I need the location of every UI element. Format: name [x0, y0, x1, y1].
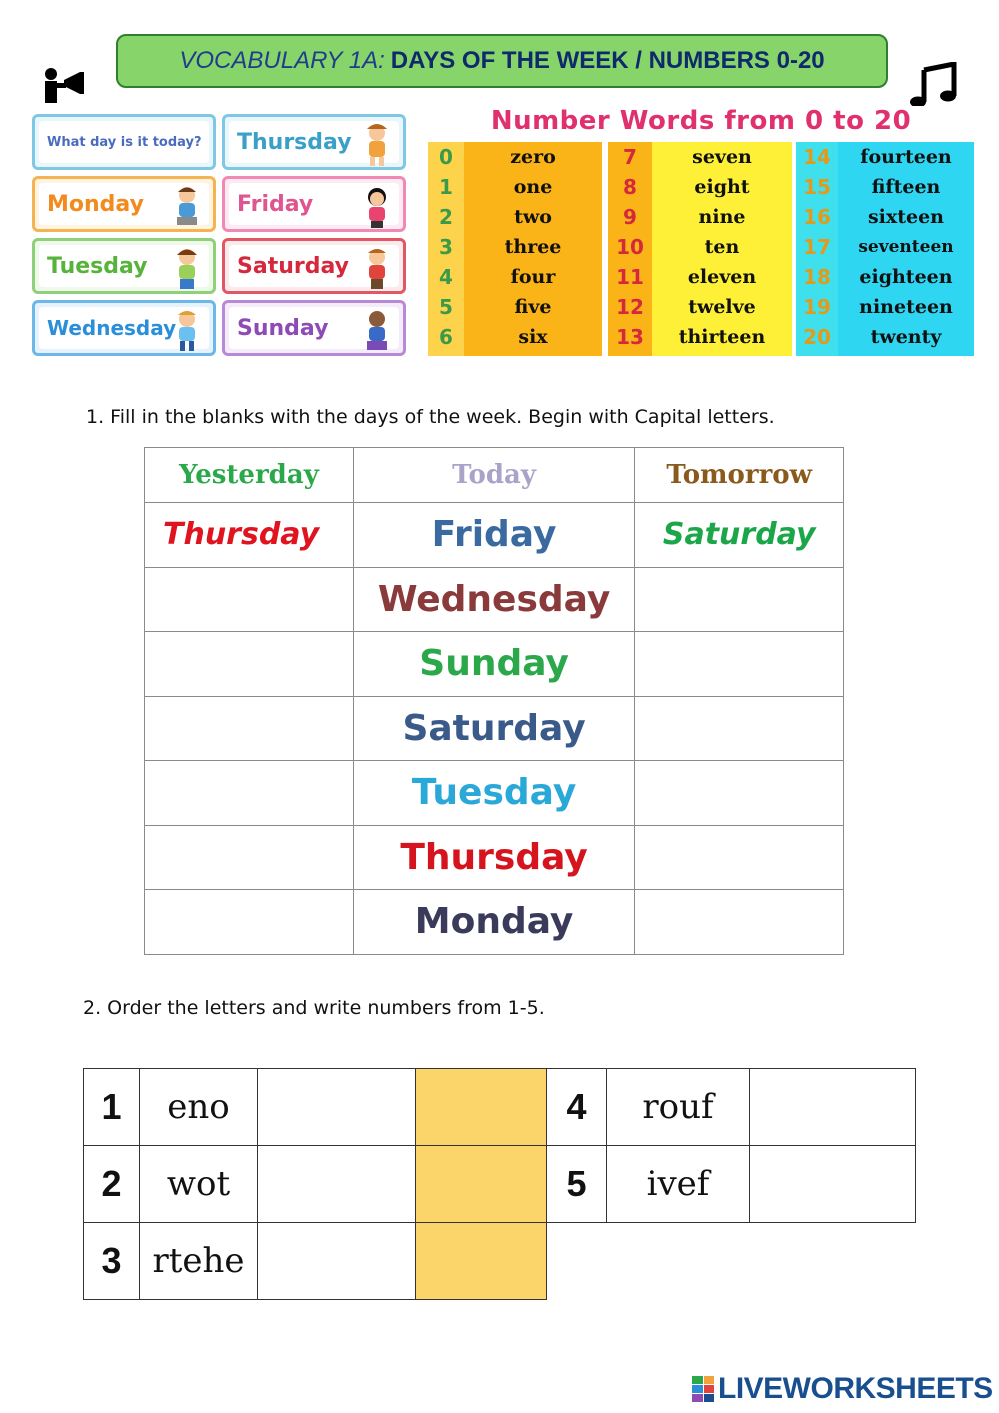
number-row: 15 fifteen — [803, 175, 941, 199]
number-row: 10 ten — [616, 235, 740, 259]
table-row — [145, 761, 844, 826]
tomorrow-answer-field[interactable] — [635, 567, 844, 632]
scrambled-word: rouf — [607, 1069, 750, 1146]
exercise1-instruction: 1. Fill in the blanks with the days of the week. Begin with Capital letters. — [86, 406, 775, 428]
word-answer-field[interactable] — [258, 1146, 416, 1223]
today-cell: Wednesday — [353, 567, 635, 632]
number-chart-title: Number Words from 0 to 20 — [490, 106, 912, 136]
tomorrow-answer-field[interactable] — [635, 632, 844, 697]
item-number: 5 — [547, 1146, 607, 1223]
child-illustration-icon — [169, 185, 205, 229]
days-table-example-row — [145, 503, 844, 568]
day-card-label: Tuesday — [47, 253, 148, 279]
child-illustration-icon — [169, 309, 205, 353]
number-row: 3 three — [439, 235, 562, 259]
word-answer-field[interactable] — [258, 1223, 416, 1300]
number-row: 6 six — [439, 325, 548, 349]
day-card-thursday — [222, 114, 406, 170]
number-answer-field[interactable] — [416, 1069, 547, 1146]
numbers-table — [83, 1068, 916, 1300]
number-row: 20 twenty — [803, 325, 942, 349]
scrambled-word: rtehe — [140, 1223, 258, 1300]
today-cell: Sunday — [353, 632, 635, 697]
item-number: 4 — [547, 1069, 607, 1146]
child-illustration-icon — [169, 247, 205, 291]
number-row: 8 eight — [623, 175, 750, 199]
day-card-wednesday — [32, 300, 216, 356]
day-card-sunday — [222, 300, 406, 356]
day-card-monday — [32, 176, 216, 232]
day-card-label: Friday — [237, 191, 314, 217]
number-row: 12 twelve — [616, 295, 756, 319]
header-tomorrow: Tomorrow — [635, 448, 844, 503]
word-answer-field[interactable] — [750, 1069, 916, 1146]
day-card-label: Monday — [47, 191, 144, 217]
number-row: 9 nine — [623, 205, 746, 229]
item-number: 3 — [84, 1223, 140, 1300]
number-row: 17 seventeen — [803, 235, 954, 259]
title-main: DAYS OF THE WEEK / NUMBERS 0-20 — [390, 47, 825, 74]
scrambled-word: ivef — [607, 1146, 750, 1223]
brand-name: LIVEWORKSHEETS — [718, 1372, 993, 1405]
day-card-label: Saturday — [237, 253, 349, 279]
day-card-label: Sunday — [237, 315, 329, 341]
yesterday-answer-field[interactable] — [145, 567, 354, 632]
day-card-label: Thursday — [237, 129, 352, 155]
day-card-saturday — [222, 238, 406, 294]
number-row: 7 seven — [623, 145, 752, 169]
child-illustration-icon — [359, 247, 395, 291]
days-table-header — [145, 448, 844, 503]
word-answer-field[interactable] — [258, 1069, 416, 1146]
example-yesterday: Thursday — [145, 503, 354, 568]
table-row — [145, 825, 844, 890]
table-row — [84, 1223, 916, 1300]
number-row: 19 nineteen — [803, 295, 953, 319]
table-row — [145, 890, 844, 955]
number-row: 14 fourteen — [803, 145, 952, 169]
number-row: 13 thirteen — [616, 325, 766, 349]
number-row: 5 five — [439, 295, 552, 319]
number-row: 1 one — [439, 175, 553, 199]
number-row: 4 four — [439, 265, 556, 289]
speaker-megaphone-icon[interactable] — [42, 64, 86, 108]
scrambled-word: wot — [140, 1146, 258, 1223]
day-card-question — [32, 114, 216, 170]
tomorrow-answer-field[interactable] — [635, 696, 844, 761]
title-prefix: VOCABULARY 1A: — [179, 47, 385, 74]
table-row — [84, 1069, 916, 1146]
number-row: 0 zero — [439, 145, 556, 169]
scrambled-word: eno — [140, 1069, 258, 1146]
number-row: 2 two — [439, 205, 552, 229]
number-column-14-20 — [796, 142, 974, 356]
yesterday-answer-field[interactable] — [145, 632, 354, 697]
child-illustration-icon — [359, 309, 395, 353]
word-answer-field[interactable] — [750, 1146, 916, 1223]
number-answer-field[interactable] — [416, 1146, 547, 1223]
today-cell: Tuesday — [353, 761, 635, 826]
tomorrow-answer-field[interactable] — [635, 890, 844, 955]
tomorrow-answer-field[interactable] — [635, 761, 844, 826]
number-row: 16 sixteen — [803, 205, 944, 229]
yesterday-answer-field[interactable] — [145, 825, 354, 890]
days-table — [144, 447, 844, 955]
yesterday-answer-field[interactable] — [145, 890, 354, 955]
number-column-0-6 — [428, 142, 602, 356]
number-row: 18 eighteen — [803, 265, 953, 289]
day-card-tuesday — [32, 238, 216, 294]
liveworksheets-logo — [692, 1372, 993, 1406]
number-column-7-13 — [608, 142, 792, 356]
tomorrow-answer-field[interactable] — [635, 825, 844, 890]
number-words-chart — [428, 106, 974, 358]
item-number: 2 — [84, 1146, 140, 1223]
liveworksheets-mark-icon — [692, 1376, 714, 1402]
item-number: 1 — [84, 1069, 140, 1146]
today-cell: Saturday — [353, 696, 635, 761]
yesterday-answer-field[interactable] — [145, 761, 354, 826]
header-yesterday: Yesterday — [145, 448, 354, 503]
number-row: 11 eleven — [616, 265, 757, 289]
example-today: Friday — [353, 503, 635, 568]
music-note-icon[interactable] — [908, 62, 960, 108]
worksheet-title — [116, 34, 888, 88]
today-cell: Monday — [353, 890, 635, 955]
child-illustration-icon — [359, 185, 395, 229]
yesterday-answer-field[interactable] — [145, 696, 354, 761]
child-illustration-icon — [359, 123, 395, 167]
today-cell: Thursday — [353, 825, 635, 890]
day-card-label: What day is it today? — [47, 134, 202, 150]
header-today: Today — [353, 448, 635, 503]
table-row — [145, 632, 844, 697]
table-row — [145, 567, 844, 632]
day-card-label: Wednesday — [47, 316, 177, 340]
example-tomorrow: Saturday — [635, 503, 844, 568]
number-answer-field[interactable] — [416, 1223, 547, 1300]
exercise2-instruction: 2. Order the letters and write numbers from 1-5. — [83, 997, 545, 1019]
table-row — [84, 1146, 916, 1223]
day-card-friday — [222, 176, 406, 232]
table-row — [145, 696, 844, 761]
